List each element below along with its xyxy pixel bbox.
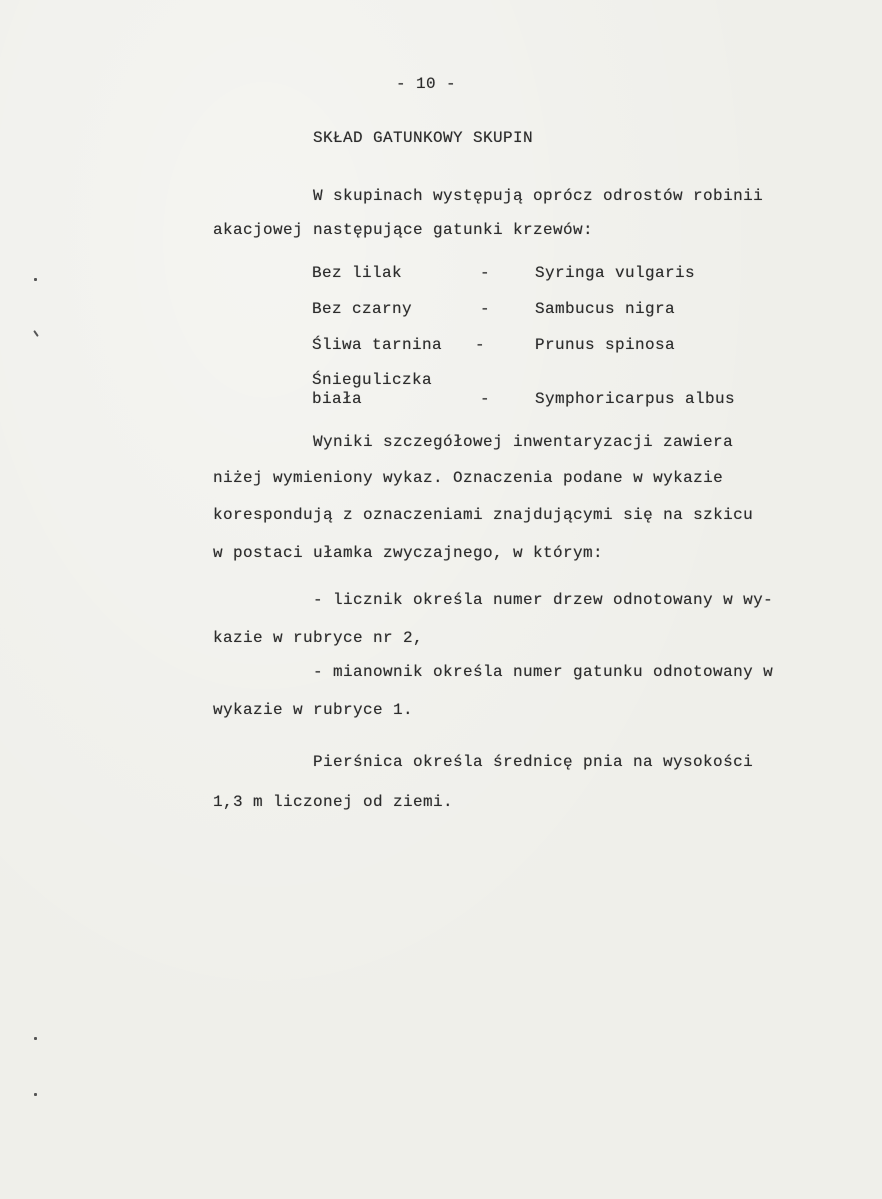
species-dash: - [480, 390, 491, 408]
margin-mark [34, 278, 37, 281]
species-latin-name: Prunus spinosa [535, 336, 676, 354]
species-polish-name: Bez lilak [312, 264, 403, 282]
paragraph-line: 1,3 m liczonej od ziemi. [213, 793, 454, 811]
list-item-line: - mianownik określa numer gatunku odnotowany w [313, 663, 774, 681]
species-latin-name: Symphoricarpus albus [535, 390, 736, 408]
paragraph-line: korespondują z oznaczeniami znajdującymi się na szkicu [213, 506, 754, 524]
species-dash: - [480, 264, 491, 282]
section-heading: SKŁAD GATUNKOWY SKUPIN [313, 129, 534, 147]
species-polish-name: Śliwa tarnina [312, 336, 443, 354]
paragraph-line: Pierśnica określa średnicę pnia na wysokości [313, 753, 754, 771]
page-number: - 10 - [396, 75, 457, 93]
species-dash: - [480, 300, 491, 318]
paragraph-line: niżej wymieniony wykaz. Oznaczenia podane w wykazie [213, 469, 724, 487]
paragraph-line: w postaci ułamka zwyczajnego, w którym: [213, 544, 604, 562]
intro-line-1: W skupinach występują oprócz odrostów robinii [313, 187, 764, 205]
species-latin-name: Syringa vulgaris [535, 264, 696, 282]
species-latin-name: Sambucus nigra [535, 300, 676, 318]
margin-mark [34, 1093, 37, 1096]
species-polish-name: Bez czarny [312, 300, 413, 318]
list-item-line: kazie w rubryce nr 2, [213, 629, 424, 647]
species-dash: - [475, 336, 486, 354]
margin-mark [33, 330, 39, 337]
list-item-line: - licznik określa numer drzew odnotowany w wy- [313, 591, 774, 609]
margin-mark [34, 1037, 37, 1040]
species-polish-name: Śnieguliczka [312, 371, 433, 389]
species-polish-name: biała [312, 390, 363, 408]
intro-line-2: akacjowej następujące gatunki krzewów: [213, 221, 594, 239]
list-item-line: wykazie w rubryce 1. [213, 701, 414, 719]
paragraph-line: Wyniki szczegółowej inwentaryzacji zawiera [313, 433, 734, 451]
